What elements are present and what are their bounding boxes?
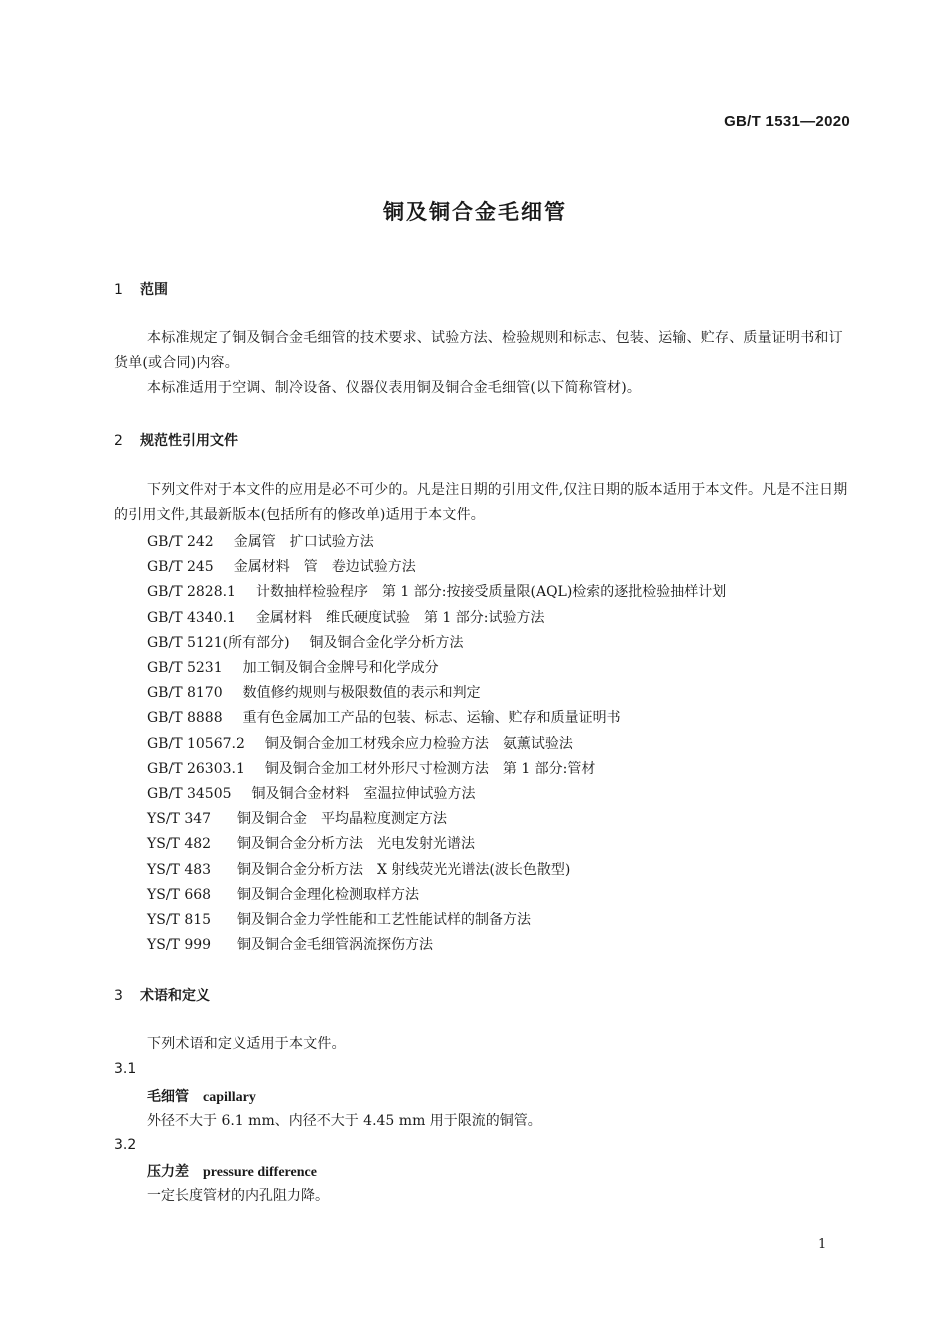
reference-item [147, 555, 726, 580]
section-number: 2 [114, 433, 123, 449]
term-number: 3.1 [114, 1061, 137, 1077]
reference-item [147, 706, 726, 731]
section-3-heading [114, 985, 210, 1005]
term-name-zh: 压力差 [147, 1164, 189, 1180]
reference-code: YS/T 668 [147, 886, 212, 903]
section-2-heading [114, 430, 238, 450]
term-name [147, 1086, 256, 1106]
reference-title: 金属材料 管 卷边试验方法 [233, 559, 416, 576]
reference-title: 加工铜及铜合金牌号和化学成分 [242, 660, 439, 677]
reference-code: YS/T 815 [147, 912, 212, 929]
reference-list [147, 530, 726, 958]
reference-code: GB/T 5121(所有部分) [147, 634, 290, 651]
scope-paragraph-2: 本标准适用于空调、制冷设备、仪器仪表用铜及铜合金毛细管(以下简称管材)。 [147, 380, 642, 396]
reference-item [147, 631, 726, 656]
reference-title: 铜及铜合金分析方法 光电发射光谱法 [237, 836, 475, 853]
section-number: 3 [114, 988, 123, 1004]
reference-code: YS/T 482 [147, 836, 212, 853]
term-definition: 一定长度管材的内孔阻力降。 [147, 1188, 329, 1204]
section-number: 1 [114, 282, 123, 298]
reference-title: 铜及铜合金材料 室温拉伸试验方法 [251, 786, 476, 803]
reference-code: YS/T 999 [147, 937, 212, 954]
reference-code: GB/T 8888 [147, 710, 223, 727]
reference-title: 金属材料 维氏硬度试验 第 1 部分:试验方法 [255, 609, 545, 626]
reference-item [147, 580, 726, 605]
reference-item [147, 858, 726, 883]
reference-title: 铜及铜合金加工材残余应力检验方法 氨薰试验法 [264, 735, 573, 752]
reference-code: GB/T 2828.1 [147, 584, 236, 601]
reference-item [147, 807, 726, 832]
reference-title: 计数抽样检验程序 第 1 部分:按接受质量限(AQL)检索的逐批检验抽样计划 [255, 584, 727, 601]
term-name [147, 1161, 317, 1181]
page-number: 1 [818, 1237, 827, 1252]
reference-title: 铜及铜合金毛细管涡流探伤方法 [237, 937, 433, 954]
standard-code: GB/T 1531—2020 [724, 113, 850, 130]
reference-item [147, 757, 726, 782]
reference-item [147, 656, 726, 681]
reference-code: GB/T 4340.1 [147, 609, 236, 626]
reference-code: GB/T 26303.1 [147, 760, 245, 777]
reference-item [147, 782, 726, 807]
reference-title: 铜及铜合金力学性能和工艺性能试样的制备方法 [237, 912, 531, 929]
reference-title: 铜及铜合金理化检测取样方法 [237, 886, 419, 903]
reference-code: GB/T 5231 [147, 660, 223, 677]
section-title: 术语和定义 [140, 988, 210, 1004]
scope-paragraph-1: 本标准规定了铜及铜合金毛细管的技术要求、试验方法、检验规则和标志、包装、运输、贮存、质量证明书和订货单(或合同)内容。 [114, 330, 843, 371]
references-intro: 下列文件对于本文件的应用是必不可少的。凡是注日期的引用文件,仅注日期的版本适用于本文件。凡是不注日期的引用文件,其最新版本(包括所有的修改单)适用于本文件。 [114, 482, 848, 523]
reference-code: GB/T 245 [147, 559, 214, 576]
reference-item [147, 606, 726, 631]
reference-code: GB/T 242 [147, 534, 214, 550]
reference-title: 数值修约规则与极限数值的表示和判定 [242, 685, 481, 702]
reference-item [147, 530, 726, 555]
term-name-en: pressure difference [203, 1165, 317, 1180]
reference-code: YS/T 483 [147, 861, 212, 878]
reference-item [147, 933, 726, 958]
section-1-heading [114, 279, 168, 299]
reference-title: 金属管 扩口试验方法 [233, 534, 374, 550]
reference-code: YS/T 347 [147, 811, 212, 828]
reference-item [147, 832, 726, 857]
reference-item [147, 681, 726, 706]
term-name-zh: 毛细管 [147, 1089, 189, 1105]
reference-item [147, 908, 726, 933]
reference-item [147, 732, 726, 757]
reference-title: 铜及铜合金 平均晶粒度测定方法 [237, 811, 447, 828]
term-definition: 外径不大于 6.1 mm、内径不大于 4.45 mm 用于限流的铜管。 [147, 1113, 542, 1129]
reference-title: 铜及铜合金化学分析方法 [309, 634, 464, 651]
reference-code: GB/T 10567.2 [147, 735, 245, 752]
reference-item [147, 883, 726, 908]
reference-title: 铜及铜合金加工材外形尺寸检测方法 第 1 部分:管材 [264, 760, 596, 777]
reference-title: 重有色金属加工产品的包装、标志、运输、贮存和质量证明书 [242, 710, 621, 727]
term-name-en: capillary [203, 1090, 256, 1105]
reference-title: 铜及铜合金分析方法 X 射线荧光光谱法(波长色散型) [237, 861, 571, 878]
term-number: 3.2 [114, 1137, 137, 1153]
reference-code: GB/T 34505 [147, 786, 232, 803]
section-title: 范围 [140, 282, 168, 298]
document-title: 铜及铜合金毛细管 [383, 200, 567, 224]
terms-intro: 下列术语和定义适用于本文件。 [147, 1036, 346, 1052]
reference-code: GB/T 8170 [147, 685, 223, 702]
section-title: 规范性引用文件 [140, 433, 238, 449]
